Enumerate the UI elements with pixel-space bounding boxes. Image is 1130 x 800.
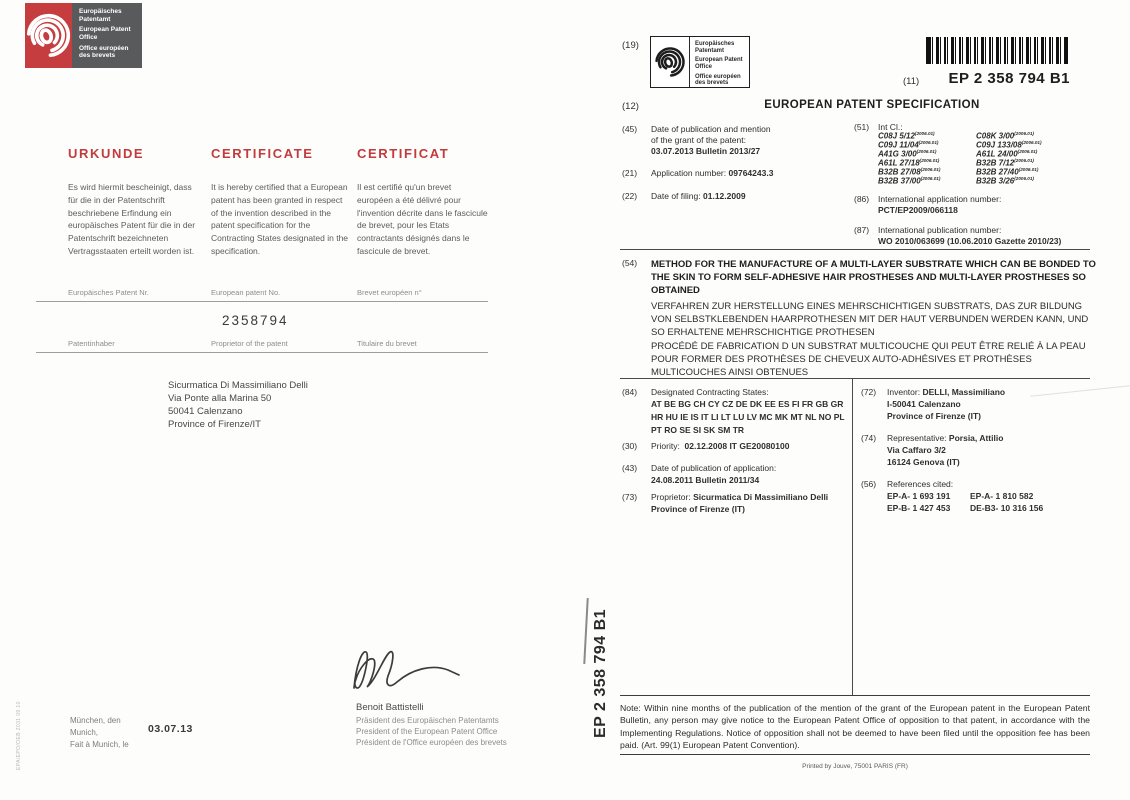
inid-code-87: (87) (854, 225, 870, 235)
epo-logo-text-de: Europäisches Patentamt (695, 41, 735, 54)
inid-code-19: (19) (622, 40, 639, 51)
document-type-title: EUROPEAN PATENT SPECIFICATION (764, 99, 980, 111)
epo-logo-box (650, 36, 750, 88)
rule-above-note (620, 695, 1090, 696)
f74-line2: Via Caffaro 3/2 (887, 445, 946, 455)
f56-ref: DE-B3- 10 316 156 (970, 503, 1044, 513)
f84-states-line: AT BE BG CH CY CZ DE DK EE ES FI FR GB GR (651, 399, 844, 409)
epo-logo-text-de: Europäisches Patentamt (79, 8, 122, 23)
ipc-code: B32B $27/08^{(2006.01)}$ (878, 167, 941, 177)
f56-label: References cited: (887, 479, 954, 489)
inid-code-51: (51) (854, 122, 870, 132)
epo-logo-red-box (25, 3, 72, 68)
grant-date: 03.07.13 (148, 723, 193, 735)
inid-code-56: (56) (861, 479, 877, 489)
f43-value: 24.08.2011 Bulletin 2011/34 (651, 475, 760, 485)
scan-artifact-line (1030, 384, 1130, 396)
ipc-code: A61L $27/18^{(2006.01)}$ (878, 158, 940, 168)
ipc-code: B32B $27/40^{(2006.01)}$ (976, 167, 1039, 177)
f21-line (651, 168, 773, 178)
f73-value: Sicurmatica Di Massimiliano Delli (693, 492, 829, 502)
invention-title-en: METHOD FOR THE MANUFACTURE OF A MULTI-LAYER SUBSTRATE WHICH CAN BE BONDED TO THE SKIN TO FORM SELF-ADHESIVE HAIR PROSTHESES AND MULTI-LAYER PROSTHESES SO OBTAINED (651, 259, 1096, 296)
printed-by: Printed by Jouve, 75001 PARIS (FR) (802, 763, 908, 770)
epo-logo-text (690, 37, 747, 87)
f73-line2: Province of Firenze (IT) (651, 504, 745, 514)
ipc-code: A41G $3/00^{(2006.01)}$ (878, 149, 937, 159)
f84-label: Designated Contracting States: (651, 387, 769, 397)
patent-number: 2358794 (222, 313, 289, 328)
epo-spiral-icon (651, 37, 690, 87)
ipc-code: C09J $133/08^{(2006.01)}$ (976, 140, 1042, 150)
f43-label: Date of publication of application: (651, 463, 777, 473)
signer-title-fr: Président de l'Office européen des brevets (356, 738, 507, 747)
epo-logo-text-fr: Office européen des brevets (695, 73, 741, 87)
f74-value: Porsia, Attilio (948, 433, 1004, 443)
proprietor-address-line: Province of Firenze/IT (168, 419, 261, 430)
f72-line3: Province of Firenze (IT) (887, 411, 981, 421)
f72-line (887, 387, 1005, 397)
invention-title-de: VERFAHREN ZUR HERSTELLUNG EINES MEHRSCHICHTIGEN SUBSTRATS, DAS ZUR BILDUNG VON SELBSTKLEBENDEN HAARPROTHESEN MIT DER HAUT VERBUNDEN WERDEN KANN, UND SO ERHALTENE MEHRSCHICHTIGE PROTHESEN (651, 301, 1089, 338)
signer-name: Benoit Battistelli (356, 702, 424, 713)
f30-line (651, 441, 789, 451)
proprietor-label-de: Patentinhaber (68, 339, 115, 348)
scan-crease-line (583, 598, 588, 664)
proprietor-address-line: Via Ponte alla Marina 50 (168, 393, 272, 404)
invention-title-fr: PROCÉDÉ DE FABRICATION D UN SUBSTRAT MULTICOUCHE QUI PEUT ÊTRE RELIÉ À LA PEAU POUR FORMER DES PROTHÈSES DE CHEVEUX AUTO-ADHÉSIVES ET PROTHÈSES MULTICOUCHES AINSI OBTENUES (651, 341, 1086, 378)
f45-label-line1: Date of publication and mention (651, 124, 771, 134)
place-line-fr: Fait à Munich, le (70, 740, 129, 749)
f73-line (651, 492, 828, 502)
epo-logo-gray-box (72, 3, 142, 68)
ipc-code: B32B $37/00^{(2006.01)}$ (878, 176, 941, 186)
inid-code-54: (54) (622, 258, 638, 268)
f72-value: DELLI, Massimiliano (922, 387, 1006, 397)
f72-line2: I-50041 Calenzano (887, 399, 961, 409)
epo-spiral-icon (25, 55, 72, 72)
inid-code-74: (74) (861, 433, 877, 443)
inid-code-12: (12) (622, 101, 639, 112)
ipc-code: C08J $5/12^{(2006.01)}$ (878, 131, 935, 141)
f21-label: Application number: (651, 168, 727, 178)
signature-icon (340, 638, 470, 709)
specification-page (578, 0, 1130, 800)
cert-body-de: Es wird hiermit bescheinigt, dass für die in der Patentschrift beschriebene Erfindung ein europäisches Patent für die in der Patentschrift bezeichneten Vertragsstaaten erteilt worden ist. (68, 182, 196, 256)
proprietor-address-line: Sicurmatica Di Massimiliano Delli (168, 380, 308, 391)
inid-code-22: (22) (622, 191, 638, 201)
inid-code-73: (73) (622, 492, 638, 502)
proprietor-label-fr: Titulaire du brevet (357, 339, 417, 348)
f86-value: PCT/EP2009/066118 (878, 205, 958, 215)
rule-above-title (620, 249, 1090, 250)
f30-value: 02.12.2008 IT GE20080100 (684, 441, 790, 451)
f22-value: 01.12.2009 (703, 191, 746, 201)
inid-code-72: (72) (861, 387, 877, 397)
f30-label: Priority: (651, 441, 680, 451)
form-code-vertical: EPA/EPO/OEB 2031 09.10 (16, 701, 22, 770)
proprietor-address-line: 50041 Calenzano (168, 406, 243, 417)
epo-logo-text-en: European Patent Office (695, 57, 743, 71)
patent-no-label-de: Europäisches Patent Nr. (68, 288, 149, 297)
ipc-code: B32B $7/12^{(2006.01)}$ (976, 158, 1034, 168)
place-line-de: München, den (70, 716, 121, 725)
f72-label: Inventor: (887, 387, 921, 397)
f74-label: Representative: (887, 433, 947, 443)
cert-body-fr: Il est certifié qu'un brevet européen a été délivré pour l'invention décrite dans le fascicule de brevet, pour les Etats contractants désignés dans le fascicule de brevet. (357, 182, 488, 256)
ipc-code: B32B $3/26^{(2006.01)}$ (976, 176, 1034, 186)
bibliography-column-divider (852, 378, 853, 695)
inid-code-45: (45) (622, 124, 638, 134)
inid-code-84: (84) (622, 387, 638, 397)
patent-no-label-fr: Brevet européen n° (357, 288, 422, 297)
place-line-en: Munich, (70, 728, 99, 737)
f56-ref: EP-A- 1 810 582 (970, 491, 1034, 501)
f84-states-line: HR HU IE IS IT LI LT LU LV MC MK MT NL NO PL (651, 412, 845, 422)
rule-under-number-labels (36, 301, 488, 302)
f87-label: International publication number: (878, 225, 1002, 235)
signer-title-de: Präsident des Europäischen Patentamts (356, 716, 499, 725)
f21-value: 09764243.3 (728, 168, 774, 178)
f86-label: International application number: (878, 194, 1002, 204)
inid-code-43: (43) (622, 463, 638, 473)
f74-line3: 16124 Genova (IT) (887, 457, 960, 467)
f84-states-line: PT RO SE SI SK SM TR (651, 425, 745, 435)
epo-logo-text-fr: Office européen des brevets (79, 44, 129, 60)
inid-code-30: (30) (622, 441, 638, 451)
ipc-code: A61L $24/00^{(2006.01)}$ (976, 149, 1038, 159)
f45-label-line2: of the grant of the patent: (651, 135, 746, 145)
f45-value: 03.07.2013 Bulletin 2013/27 (651, 146, 761, 156)
publication-number: EP 2 358 794 B1 (948, 70, 1070, 87)
patent-no-label-en: European patent No. (211, 288, 281, 297)
opposition-note: Note: Within nine months of the publication of the mention of the grant of the European patent in the European Patent Bulletin, any person may give notice to the European Patent Office of opposition to that patent, in accordance with the Implementing Regulations. Notice of opposition shall not be deemed to have been filed until the opposition fee has been paid. (Art. 99(1) European Patent Convention). (620, 703, 1090, 750)
rule-under-proprietor-labels (36, 352, 488, 353)
f87-value: WO 2010/063699 (10.06.2010 Gazette 2010/23) (878, 236, 1062, 246)
f22-label: Date of filing: (651, 191, 701, 201)
ipc-code: C08K $3/00^{(2006.01)}$ (976, 131, 1034, 141)
side-publication-number: EP 2 358 794 B1 (592, 608, 609, 738)
inid-code-86: (86) (854, 194, 870, 204)
f22-line (651, 191, 746, 201)
cert-body-en: It is hereby certified that a European patent has been granted in respect of the invention described in the patent specification for the Contracting States designated in the specification. (211, 182, 349, 256)
f56-ref: EP-A- 1 693 191 (887, 491, 951, 501)
heading-urkunde: URKUNDE (68, 146, 145, 161)
rule-above-bibliography (620, 378, 1090, 379)
heading-certificate: CERTIFICATE (211, 146, 314, 161)
heading-certificat: CERTIFICAT (357, 146, 450, 161)
inid-code-11: (11) (903, 76, 920, 87)
f74-line (887, 433, 1003, 443)
rule-below-note (620, 754, 1090, 755)
f73-label: Proprietor: (651, 492, 691, 502)
barcode (926, 37, 1068, 64)
inid-code-21: (21) (622, 168, 638, 178)
proprietor-label-en: Proprietor of the patent (211, 339, 288, 348)
ipc-code: C09J $11/04^{(2006.01)}$ (878, 140, 939, 150)
epo-logo-text-en: European Patent Office (79, 26, 131, 41)
signer-title-en: President of the European Patent Office (356, 727, 498, 736)
certificate-page (0, 0, 545, 800)
f51-label: Int Cl.: (878, 122, 903, 132)
f56-ref: EP-B- 1 427 453 (887, 503, 951, 513)
